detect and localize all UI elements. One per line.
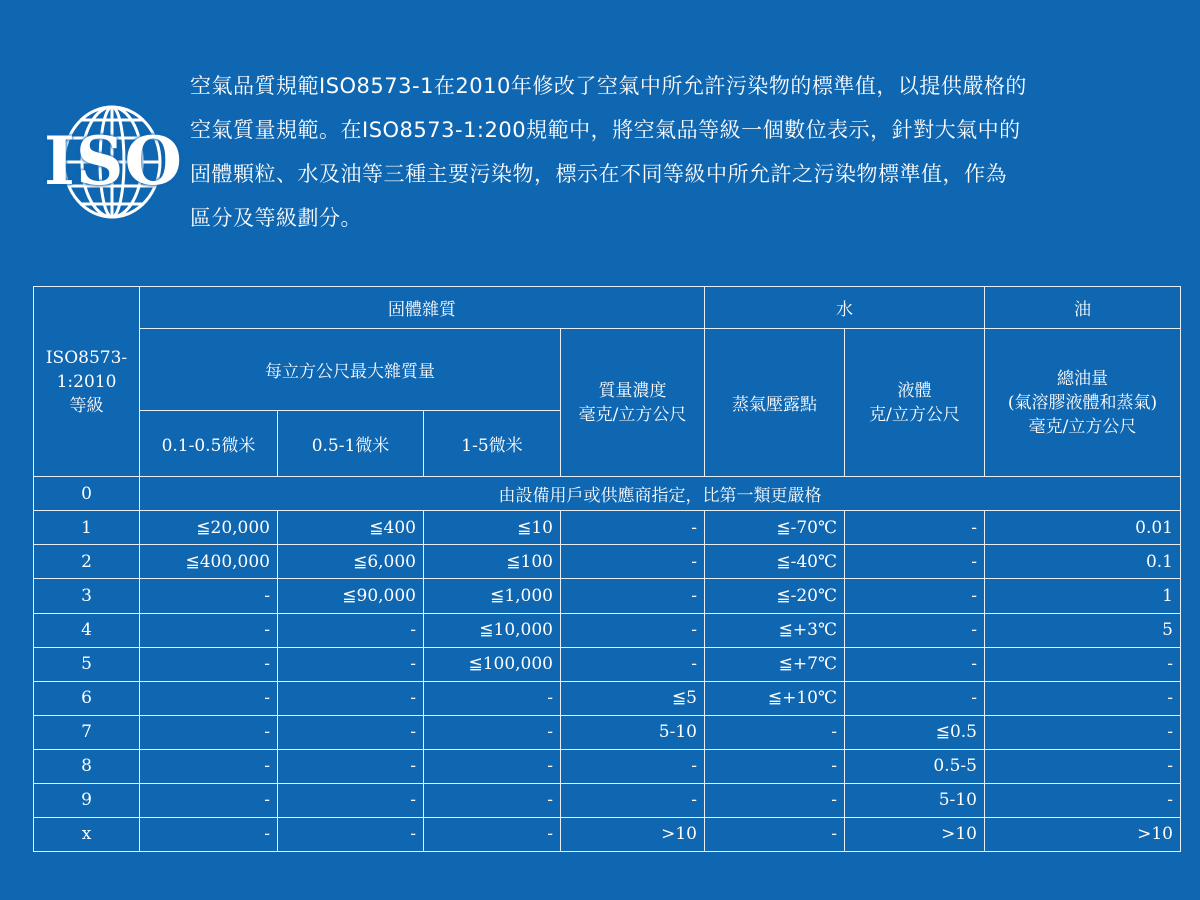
- liquid-water-cell: 5-10: [845, 783, 985, 817]
- liquid-water-cell: -: [845, 545, 985, 579]
- dew-point-header: 蒸氣壓露點: [705, 329, 845, 477]
- table-row: [34, 545, 1181, 579]
- total-oil-line: 總油量: [1057, 368, 1108, 389]
- liquid-water-cell: ≦0.5: [845, 715, 985, 749]
- particles-0.1-0.5-cell: -: [140, 715, 278, 749]
- water-header: 水: [705, 287, 985, 329]
- grade-cell: 8: [34, 749, 140, 783]
- grade-header-line: ISO8573-: [45, 347, 128, 368]
- table-row: [34, 613, 1181, 647]
- total-oil-line: 毫克/立方公尺: [1028, 416, 1137, 437]
- solid-particles-header: 固體雜質: [140, 287, 705, 329]
- liquid-water-cell: 0.5-5: [845, 749, 985, 783]
- dew-point-cell: ≦-20℃: [705, 579, 845, 613]
- grade-cell: 5: [34, 647, 140, 681]
- mass-concentration-header: [561, 329, 705, 477]
- table-row: [34, 681, 1181, 715]
- grade-cell: 9: [34, 783, 140, 817]
- class0-description: 由設備用戶或供應商指定，比第一類更嚴格: [140, 477, 1181, 511]
- oil-header: 油: [985, 287, 1181, 329]
- liquid-water-cell: >10: [845, 817, 985, 851]
- iso-logo: [44, 100, 184, 225]
- particles-0.5-1-cell: -: [278, 647, 424, 681]
- mass-concentration-cell: -: [561, 647, 705, 681]
- dew-point-cell: -: [705, 783, 845, 817]
- particles-0.5-1-cell: -: [278, 613, 424, 647]
- particles-0.1-0.5-cell: ≦400,000: [140, 545, 278, 579]
- grade-cell: 0: [34, 477, 140, 511]
- total-oil-cell: 1: [985, 579, 1181, 613]
- grade-header-line: 1:2010: [56, 371, 117, 392]
- liquid-water-cell: -: [845, 613, 985, 647]
- dew-point-cell: ≦+7℃: [705, 647, 845, 681]
- mass-concentration-cell: ≦5: [561, 681, 705, 715]
- grade-header-line: 等級: [69, 395, 104, 416]
- total-oil-cell: >10: [985, 817, 1181, 851]
- particles-0.5-1-cell: ≦400: [278, 511, 424, 545]
- grade-cell: 2: [34, 545, 140, 579]
- particles-0.5-1-cell: -: [278, 749, 424, 783]
- mass-conc-line: 質量濃度: [598, 380, 667, 401]
- particles-0.1-0.5-cell: -: [140, 817, 278, 851]
- table-row: [34, 477, 1181, 511]
- particles-1-5-cell: ≦100,000: [424, 647, 561, 681]
- particles-1-5-cell: -: [424, 749, 561, 783]
- mass-concentration-cell: -: [561, 579, 705, 613]
- mass-concentration-cell: -: [561, 749, 705, 783]
- particles-0.1-0.5-cell: -: [140, 681, 278, 715]
- particles-0.5-1-cell: -: [278, 681, 424, 715]
- total-oil-cell: -: [985, 783, 1181, 817]
- grade-cell: 1: [34, 511, 140, 545]
- particles-1-5-cell: ≦100: [424, 545, 561, 579]
- particles-1-5-cell: -: [424, 681, 561, 715]
- intro-line: 空氣質量規範。在ISO8573-1:200規範中，將空氣品等級一個數位表示，針對大氣中的: [190, 118, 1021, 142]
- liquid-water-cell: -: [845, 579, 985, 613]
- particles-1-5-cell: ≦10: [424, 511, 561, 545]
- intro-paragraph: [190, 64, 1180, 240]
- particles-1-5-cell: -: [424, 817, 561, 851]
- liquid-line: 液體: [897, 380, 932, 401]
- mass-concentration-cell: -: [561, 613, 705, 647]
- particles-1-5-cell: ≦1,000: [424, 579, 561, 613]
- dew-point-cell: -: [705, 749, 845, 783]
- particles-0.1-0.5-cell: -: [140, 579, 278, 613]
- particles-1-5-cell: -: [424, 783, 561, 817]
- total-oil-cell: -: [985, 647, 1181, 681]
- particles-0.5-1-cell: ≦90,000: [278, 579, 424, 613]
- particles-0.5-1-cell: -: [278, 817, 424, 851]
- dew-point-cell: ≦-70℃: [705, 511, 845, 545]
- mass-concentration-cell: >10: [561, 817, 705, 851]
- mass-conc-line: 毫克/立方公尺: [578, 404, 687, 425]
- total-oil-cell: 0.1: [985, 545, 1181, 579]
- table-row: [34, 817, 1181, 851]
- dew-point-cell: ≦+10℃: [705, 681, 845, 715]
- dew-point-cell: ≦+3℃: [705, 613, 845, 647]
- grade-cell: 4: [34, 613, 140, 647]
- iso-logo-text: ISO: [44, 122, 184, 200]
- particles-0.1-0.5-cell: -: [140, 749, 278, 783]
- particles-1-5-cell: -: [424, 715, 561, 749]
- particles-1-5-cell: ≦10,000: [424, 613, 561, 647]
- liquid-water-cell: -: [845, 681, 985, 715]
- total-oil-cell: -: [985, 715, 1181, 749]
- particles-0.5-1-cell: -: [278, 715, 424, 749]
- size-1-5-header: 1-5微米: [424, 411, 561, 477]
- dew-point-cell: -: [705, 715, 845, 749]
- total-oil-line: (氣溶膠液體和蒸氣): [1007, 392, 1158, 413]
- table-row: [34, 715, 1181, 749]
- grade-cell: x: [34, 817, 140, 851]
- size-0.1-0.5-header: 0.1-0.5微米: [140, 411, 278, 477]
- mass-concentration-cell: -: [561, 545, 705, 579]
- table-row: [34, 579, 1181, 613]
- particles-0.1-0.5-cell: -: [140, 647, 278, 681]
- max-particles-header: 每立方公尺最大雜質量: [140, 329, 561, 411]
- table-body: [34, 511, 1181, 852]
- iso8573-grade-table: [33, 286, 1181, 852]
- table-row: [34, 783, 1181, 817]
- intro-line: 區分及等級劃分。: [190, 206, 362, 230]
- table-row: [34, 647, 1181, 681]
- intro-line: 固體顆粒、水及油等三種主要污染物，標示在不同等級中所允許之污染物標準值，作為: [190, 162, 1007, 186]
- total-oil-cell: -: [985, 749, 1181, 783]
- table-row: [34, 511, 1181, 545]
- particles-0.1-0.5-cell: ≦20,000: [140, 511, 278, 545]
- grade-column-header: [34, 287, 140, 477]
- total-oil-cell: 5: [985, 613, 1181, 647]
- liquid-water-header: [845, 329, 985, 477]
- table-row: [34, 749, 1181, 783]
- mass-concentration-cell: -: [561, 511, 705, 545]
- liquid-line: 克/立方公尺: [869, 404, 960, 425]
- total-oil-cell: 0.01: [985, 511, 1181, 545]
- mass-concentration-cell: -: [561, 783, 705, 817]
- liquid-water-cell: -: [845, 647, 985, 681]
- dew-point-cell: ≦-40℃: [705, 545, 845, 579]
- particles-0.1-0.5-cell: -: [140, 613, 278, 647]
- intro-line: 空氣品質規範ISO8573-1在2010年修改了空氣中所允許污染物的標準值，以提供嚴格的: [190, 74, 1027, 98]
- grade-cell: 6: [34, 681, 140, 715]
- liquid-water-cell: -: [845, 511, 985, 545]
- particles-0.1-0.5-cell: -: [140, 783, 278, 817]
- size-0.5-1-header: 0.5-1微米: [278, 411, 424, 477]
- mass-concentration-cell: 5-10: [561, 715, 705, 749]
- dew-point-cell: -: [705, 817, 845, 851]
- grade-cell: 7: [34, 715, 140, 749]
- particles-0.5-1-cell: -: [278, 783, 424, 817]
- grade-cell: 3: [34, 579, 140, 613]
- particles-0.5-1-cell: ≦6,000: [278, 545, 424, 579]
- total-oil-cell: -: [985, 681, 1181, 715]
- total-oil-header: [985, 329, 1181, 477]
